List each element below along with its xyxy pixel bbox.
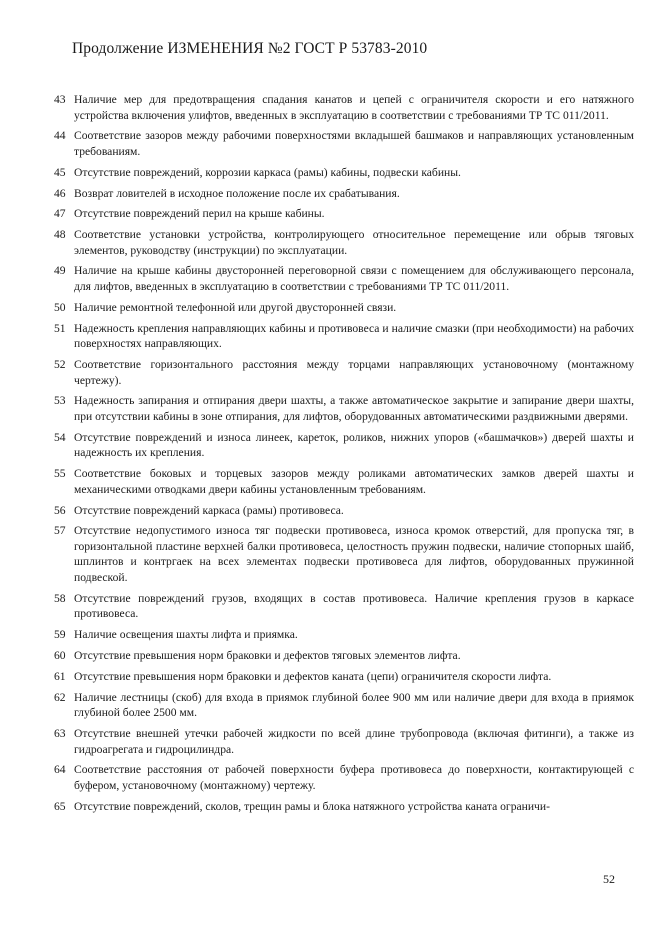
page-header: Продолжение ИЗМЕНЕНИЯ №2 ГОСТ Р 53783-2010 [72,40,428,57]
item-number: 47 [54,207,66,221]
item-text: Наличие лестницы (скоб) для входа в приямок глубиной более 900 мм или наличие двери для входа в приямок глубиной более 2500 мм. [74,690,634,720]
list-item [54,669,634,685]
item-number: 53 [54,394,66,408]
item-number: 54 [54,430,66,444]
item-text: Отсутствие повреждений, коррозии каркаса (рамы) кабины, подвески кабины. [74,165,461,179]
item-text: Возврат ловителей в исходное положение после их срабатывания. [74,186,400,200]
item-text: Соответствие зазоров между рабочими поверхностями вкладышей башмаков и направляющих установленным требованиям. [74,129,634,158]
list-item [54,690,634,721]
item-text: Соответствие боковых и торцевых зазоров между роликами автоматических замков дверей шахты и механическими отводками двери кабины установленным требованиям. [74,467,634,496]
page-number: 52 [603,872,615,886]
item-number: 62 [54,690,66,704]
item-number: 45 [54,165,66,179]
list-item [54,430,634,461]
item-number: 56 [54,503,66,517]
item-number: 46 [54,186,66,200]
item-number: 52 [54,358,66,371]
item-text: Отсутствие недопустимого износа тяг подвески противовеса, износа кромок отверстий, для пропуска тяг, в горизонтальной пластине верхней балки противовеса, целостность пружин подвески, наличие стопорных шайб, шплинтов и контргаек на всех элементах подвески противовеса для лифтов, оборудованных пружинной подвеской. [74,524,634,585]
list-item [54,186,634,202]
item-text: Отсутствие повреждений каркаса (рамы) противовеса. [74,503,344,517]
item-text: Соответствие расстояния от рабочей поверхности буфера противовеса до поверхности, контактирующей с буфером, установочному (монтажному) чертежу. [74,763,634,792]
item-text: Отсутствие повреждений, сколов, трещин рамы и блока натяжного устройства каната ограничи- [74,799,550,813]
item-number: 60 [54,649,66,662]
item-number: 48 [54,228,66,242]
list-item [54,92,634,123]
list-item [54,227,634,258]
checklist [54,92,634,819]
item-number: 63 [54,726,66,740]
item-number: 61 [54,669,66,683]
item-number: 43 [54,93,66,106]
list-item [54,591,634,622]
item-text: Соответствие установки устройства, контролирующего относительное перемещение или обрыв тяговых элементов, руководству (инструкции) по эксплуатации. [74,228,634,257]
list-item [54,523,634,585]
item-text: Отсутствие повреждений грузов, входящих в состав противовеса. Наличие крепления грузов в каркасе противовеса. [74,591,634,621]
item-text: Отсутствие превышения норм браковки и дефектов тяговых элементов лифта. [74,649,461,662]
item-text: Отсутствие внешней утечки рабочей жидкости по всей длине трубопровода (включая фитинги), а также из гидроагрегата и гидроцилиндра. [74,726,634,756]
item-number: 57 [54,524,66,538]
list-item [54,648,634,664]
item-text: Надежность крепления направляющих кабины и противовеса и наличие смазки (при необходимости) на рабочих поверхностях направляющих. [74,321,634,351]
list-item [54,263,634,294]
item-number: 58 [54,591,66,605]
list-item [54,206,634,222]
list-item [54,393,634,424]
list-item [54,762,634,793]
item-number: 65 [54,799,66,813]
list-item [54,466,634,497]
list-item [54,357,634,388]
list-item [54,503,634,519]
item-text: Наличие освещения шахты лифта и приямка. [74,628,298,642]
item-number: 50 [54,300,66,314]
item-number: 64 [54,763,66,777]
item-text: Соответствие горизонтального расстояния между торцами направляющих установочному (монтажному чертежу). [74,358,634,387]
item-text: Надежность запирания и отпирания двери шахты, а также автоматическое закрытие и запирание двери шахты, при отсутствии кабины в зоне отпирания, для лифтов, оборудованных автоматическими раздвижными дверями. [74,394,634,423]
list-item [54,300,634,316]
list-item [54,128,634,159]
item-number: 59 [54,628,66,642]
item-number: 44 [54,129,66,143]
list-item [54,799,634,815]
item-text: Наличие мер для предотвращения спадания канатов и цепей с ограничителя скорости и его натяжного устройства включения улифтов, введенных в эксплуатацию в соответствии с требованиями ТР ТС 011/2011. [74,93,634,122]
list-item [54,627,634,643]
item-number: 49 [54,264,66,278]
item-number: 55 [54,467,66,481]
list-item [54,726,634,757]
item-text: Наличие на крыше кабины двусторонней переговорной связи с помещением для обслуживающего персонала, для лифтов, введенных в эксплуатацию в соответствии с требованиями ТР ТС 011/2011. [74,264,634,294]
item-number: 51 [54,321,66,335]
item-text: Отсутствие повреждений и износа линеек, кареток, роликов, нижних упоров («башмачков») дверей шахты и надежность их крепления. [74,430,634,460]
item-text: Наличие ремонтной телефонной или другой двусторонней связи. [74,300,397,314]
item-text: Отсутствие повреждений перил на крыше кабины. [74,207,325,221]
list-item [54,321,634,352]
item-text: Отсутствие превышения норм браковки и дефектов каната (цепи) ограничителя скорости лифта. [74,669,552,683]
list-item [54,165,634,181]
